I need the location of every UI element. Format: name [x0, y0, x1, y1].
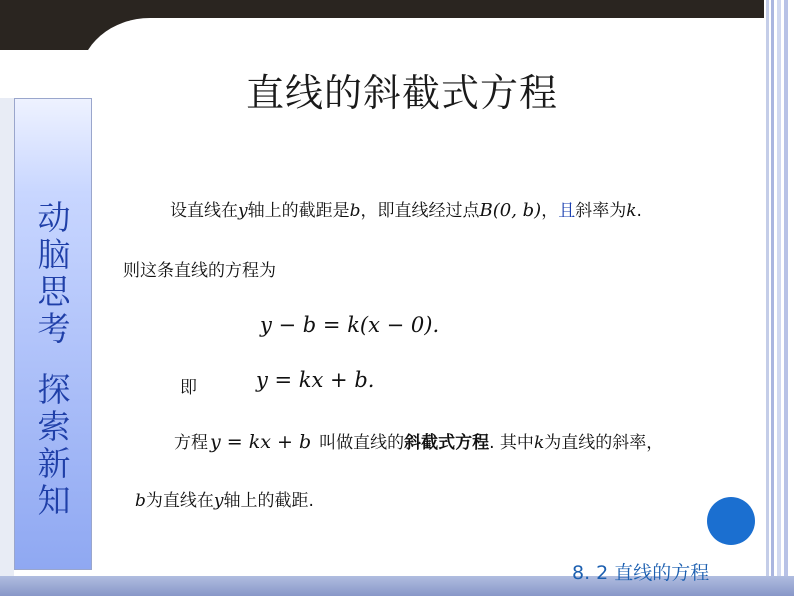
sidebar-char: 探 — [37, 370, 71, 409]
text-line-5 — [174, 428, 663, 453]
slide-title: 直线的斜截式方程 — [246, 71, 559, 115]
sidebar-char: 思 — [37, 272, 71, 311]
text-segment: . — [636, 201, 642, 221]
math-var: k — [626, 201, 637, 221]
text-segment: 为直线在 — [145, 491, 214, 511]
equation-point-slope: y − b = k(x − 0). — [260, 313, 440, 337]
text-segment: . 其中 — [489, 433, 534, 453]
text-segment: ， — [541, 201, 559, 221]
sidebar-char: 动 — [37, 198, 71, 237]
text-line-6 — [135, 486, 314, 511]
text-segment: 设直线在 — [170, 201, 238, 221]
sidebar-char: 脑 — [37, 235, 71, 274]
text-segment: 轴上的截距是 — [247, 201, 350, 221]
text-ji: 即 — [180, 378, 197, 398]
sidebar-char: 考 — [37, 309, 71, 348]
text-segment: 为直线的斜率， — [544, 433, 664, 453]
text-segment: 叫做直线的 — [319, 433, 405, 453]
left-frame — [0, 98, 14, 596]
text-segment: 方程 — [174, 433, 208, 453]
sidebar-text — [15, 199, 93, 519]
math-var: k — [533, 433, 545, 453]
math-var: b — [135, 491, 146, 511]
term-bold: 斜截式方程 — [404, 433, 490, 453]
decorative-circle — [707, 497, 755, 545]
text-segment: 轴上的截距. — [223, 491, 314, 511]
sidebar-panel — [14, 98, 92, 570]
text-segment: 斜率为 — [575, 201, 627, 221]
sidebar-char: 知 — [37, 481, 71, 520]
math-point: B(0, b) — [479, 200, 542, 221]
math-var: b — [349, 201, 361, 221]
math-var: y — [213, 491, 224, 511]
equation-slope-intercept: y = kx + b. — [256, 368, 375, 392]
right-edge-stripes — [764, 0, 794, 596]
math-var: y — [238, 201, 248, 221]
text-line-2: 则这条直线的方程为 — [123, 261, 276, 281]
sidebar-char: 新 — [37, 444, 71, 483]
math-equation-inline: y = kx + b — [210, 431, 312, 453]
footer-section-title: 8. 2 直线的方程 — [572, 562, 710, 584]
text-line-1 — [170, 196, 642, 221]
text-segment-blue: 且 — [558, 201, 576, 221]
text-segment: ，即直线经过点 — [360, 201, 480, 221]
sidebar-char: 索 — [37, 407, 71, 446]
